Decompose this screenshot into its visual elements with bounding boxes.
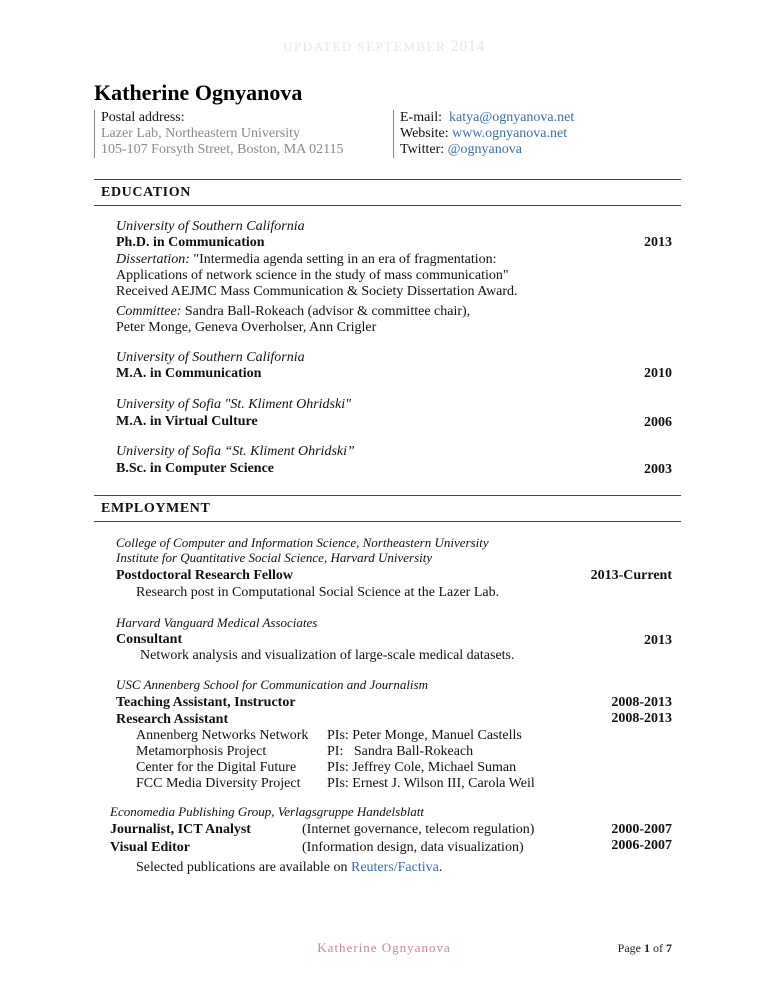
phd-committee-line-1 xyxy=(116,304,470,320)
committee-members-1: Sandra Ball-Rokeach (advisor & committee chair), xyxy=(181,304,471,319)
publications-suffix: . xyxy=(438,860,443,875)
harvard-role: Consultant xyxy=(116,632,183,647)
website-link[interactable]: www.ognyanova.net xyxy=(452,126,568,141)
phd-year: 2013 xyxy=(644,235,672,250)
postdoc-role: Postdoctoral Research Fellow xyxy=(116,568,294,583)
phd-dissertation-line-2: Applications of network science in the study of mass communication" xyxy=(116,268,509,283)
postdoc-org-2: Institute for Quantitative Social Science, Harvard University xyxy=(116,550,433,565)
page-total: 7 xyxy=(666,941,672,955)
banner-year: 2014 xyxy=(450,38,485,55)
usc-org: USC Annenberg School for Communication and Journalism xyxy=(116,677,428,692)
harvard-desc: Network analysis and visualization of large-scale medical datasets. xyxy=(140,648,515,663)
bsc-school: University of Sofia “St. Kliment Ohridski” xyxy=(116,444,355,459)
employment-heading: EMPLOYMENT xyxy=(101,501,211,516)
usc-role-2: Research Assistant xyxy=(116,712,229,727)
twitter-row xyxy=(400,142,574,158)
ma-comm-degree: M.A. in Communication xyxy=(116,366,262,381)
employment-bottom-rule xyxy=(94,521,681,522)
email-row xyxy=(400,110,574,126)
ma-comm-year: 2010 xyxy=(644,366,672,381)
postal-label: Postal address: xyxy=(101,110,185,125)
project-name: Metamorphosis Project xyxy=(136,744,267,759)
dissertation-label: Dissertation: xyxy=(116,252,190,267)
publications-note xyxy=(136,860,442,876)
publications-prefix: Selected publications are available on xyxy=(136,860,351,875)
project-name: FCC Media Diversity Project xyxy=(136,776,301,791)
bsc-year: 2003 xyxy=(644,462,672,477)
usc-years-1: 2008-2013 xyxy=(611,695,672,710)
cv-name: Katherine Ognyanova xyxy=(94,80,303,105)
phd-committee-line-2: Peter Monge, Geneva Overholser, Ann Crigler xyxy=(116,320,377,335)
ma-vc-year: 2006 xyxy=(644,415,672,430)
harvard-org: Harvard Vanguard Medical Associates xyxy=(116,615,318,630)
twitter-label: Twitter: xyxy=(400,142,445,157)
reuters-factiva-link[interactable]: Reuters/Factiva xyxy=(350,860,439,875)
usc-role-1: Teaching Assistant, Instructor xyxy=(116,695,296,710)
ma-vc-degree: M.A. in Virtual Culture xyxy=(116,414,258,429)
postdoc-years: 2013-Current xyxy=(590,568,672,583)
postdoc-org-1: College of Computer and Information Science, Northeastern University xyxy=(116,535,489,550)
phd-school: University of Southern California xyxy=(116,219,305,234)
economedia-role-1: Journalist, ICT Analyst xyxy=(110,822,251,837)
ma-vc-school: University of Sofia "St. Kliment Ohridski" xyxy=(116,397,351,412)
website-row xyxy=(400,126,574,142)
committee-label: Committee: xyxy=(116,304,182,319)
education-top-rule xyxy=(94,179,681,180)
project-name: Center for the Digital Future xyxy=(136,760,297,775)
phd-dissertation-line-1 xyxy=(116,252,496,268)
page-number xyxy=(610,941,672,956)
economedia-org: Economedia Publishing Group, Verlagsgruppe Handelsblatt xyxy=(110,804,425,819)
bsc-degree: B.Sc. in Computer Science xyxy=(116,461,275,476)
postal-address-block xyxy=(94,110,344,158)
project-pis: PIs: Peter Monge, Manuel Castells xyxy=(327,728,522,743)
ma-comm-school: University of Southern California xyxy=(116,350,305,365)
email-label: E-mail: xyxy=(400,110,442,125)
economedia-note-2: (Information design, data visualization) xyxy=(302,840,524,855)
economedia-note-1: (Internet governance, telecom regulation) xyxy=(302,822,535,837)
project-pis: PI: Sandra Ball-Rokeach xyxy=(327,744,474,759)
updated-banner xyxy=(0,38,768,56)
economedia-years-2: 2006-2007 xyxy=(611,838,672,853)
dissertation-title-1: "Intermedia agenda setting in an era of fragmentation: xyxy=(189,252,497,267)
footer-name: Katherine Ognyanova xyxy=(317,940,451,955)
website-label: Website: xyxy=(400,126,449,141)
page-of-label: of xyxy=(653,941,663,955)
postal-line-1: Lazer Lab, Northeastern University xyxy=(101,126,301,141)
harvard-years: 2013 xyxy=(644,633,672,648)
phd-award: Received AEJMC Mass Communication & Society Dissertation Award. xyxy=(116,284,518,299)
page-label: Page xyxy=(617,941,641,955)
online-contact-block xyxy=(393,110,574,158)
project-pis: PIs: Jeffrey Cole, Michael Suman xyxy=(327,760,517,775)
email-link[interactable]: katya@ognyanova.net xyxy=(449,110,575,125)
project-pis: PIs: Ernest J. Wilson III, Carola Weil xyxy=(327,776,535,791)
economedia-role-2: Visual Editor xyxy=(110,840,190,855)
economedia-years-1: 2000-2007 xyxy=(611,822,672,837)
project-name: Annenberg Networks Network xyxy=(136,728,309,743)
page-current: 1 xyxy=(644,941,650,955)
education-bottom-rule xyxy=(94,205,681,206)
banner-prefix: UPDATED SEPTEMBER xyxy=(283,39,447,54)
education-heading: EDUCATION xyxy=(101,185,191,200)
postdoc-desc: Research post in Computational Social Science at the Lazer Lab. xyxy=(136,585,500,600)
employment-top-rule xyxy=(94,495,681,496)
postal-line-2: 105-107 Forsyth Street, Boston, MA 02115 xyxy=(101,142,344,157)
phd-degree: Ph.D. in Communication xyxy=(116,235,265,250)
usc-years-2: 2008-2013 xyxy=(611,711,672,726)
twitter-link[interactable]: @ognyanova xyxy=(447,142,522,157)
